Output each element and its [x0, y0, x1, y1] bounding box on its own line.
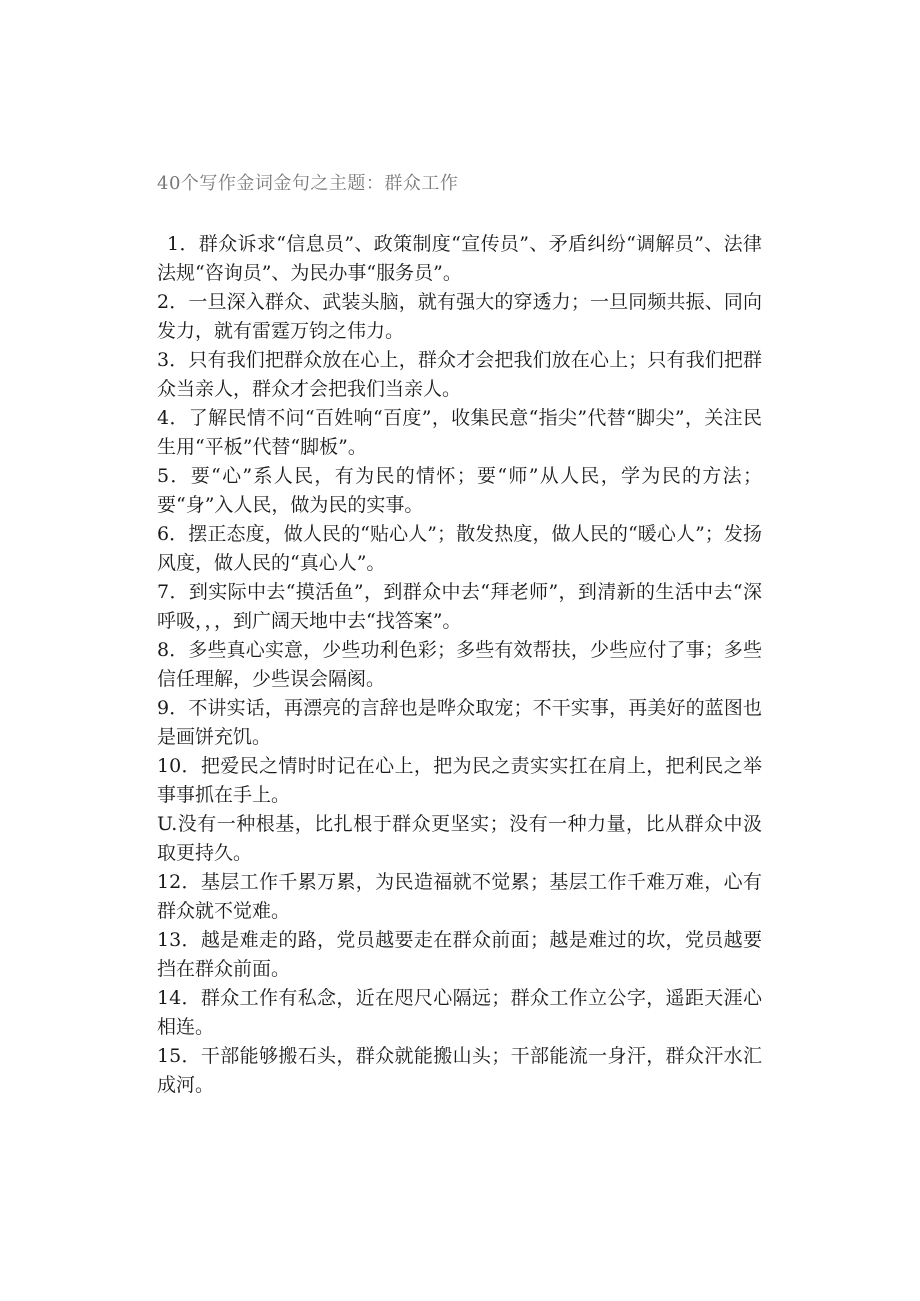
- quote-text: 2．一旦深入群众、武装头脑，就有强大的穿透力；一旦同频共振、同向发力，就有雷霆万钧之伟力。: [157, 291, 762, 342]
- quote-text: 10．把爱民之情时时记在心上，把为民之责实实扛在肩上，把利民之举事事抓在手上。: [157, 755, 762, 806]
- quote-item-13: [157, 926, 762, 984]
- quote-item-3: [157, 346, 762, 404]
- quote-text: 3．只有我们把群众放在心上，群众才会把我们放在心上；只有我们把群众当亲人，群众才会把我们当亲人。: [157, 349, 762, 400]
- quote-item-9: [157, 694, 762, 752]
- document-title: 40个写作金词金句之主题：群众工作: [157, 173, 459, 194]
- quote-text: 7．到实际中去“摸活鱼”，到群众中去“拜老师”，到清新的生活中去“深呼吸，，，到广阔天地中去“找答案”。: [157, 581, 762, 632]
- quote-item-1: [157, 230, 762, 288]
- quote-text: 5．要“心”系人民，有为民的情怀；要“师”从人民，学为民的方法；要“身”入人民，做为民的实事。: [157, 465, 762, 516]
- quote-item-15: [157, 1042, 762, 1100]
- quote-item-4: [157, 404, 762, 462]
- quote-item-12: [157, 868, 762, 926]
- quote-text: 6．摆正态度，做人民的“贴心人”；散发热度，做人民的“暖心人”；发扬风度，做人民的“真心人”。: [157, 523, 762, 574]
- quote-text: 9．不讲实话，再漂亮的言辞也是哗众取宠；不干实事，再美好的蓝图也是画饼充饥。: [157, 697, 762, 748]
- quote-item-5: [157, 462, 762, 520]
- quote-item-6: [157, 520, 762, 578]
- quote-list: [157, 230, 762, 1100]
- quote-text: U.没有一种根基，比扎根于群众更坚实；没有一种力量，比从群众中汲取更持久。: [157, 813, 762, 864]
- quote-text: 15．干部能够搬石头，群众就能搬山头；干部能流一身汗，群众汗水汇成河。: [157, 1045, 762, 1096]
- quote-item-7: [157, 578, 762, 636]
- quote-text: 12．基层工作千累万累，为民造福就不觉累；基层工作千难万难，心有群众就不觉难。: [157, 871, 762, 922]
- quote-text: 4．了解民情不问“百姓响“百度”，收集民意“指尖”代替“脚尖”，关注民生用“平板”代替“脚板”。: [157, 407, 762, 458]
- quote-text: 8．多些真心实意，少些功利色彩；多些有效帮扶，少些应付了事；多些信任理解，少些误会隔阂。: [157, 639, 762, 690]
- quote-text: 13．越是难走的路，党员越要走在群众前面；越是难过的坎，党员越要挡在群众前面。: [157, 929, 762, 980]
- quote-item-14: [157, 984, 762, 1042]
- quote-item-10: [157, 752, 762, 810]
- quote-item-2: [157, 288, 762, 346]
- quote-text: 1．群众诉求“信息员”、政策制度“宣传员”、矛盾纠纷“调解员”、法律法规“咨询员”、为民办事“服务员”。: [157, 233, 762, 284]
- quote-item-11: [157, 810, 762, 868]
- quote-text: 14．群众工作有私念，近在咫尺心隔远；群众工作立公字，遥距天涯心相连。: [157, 987, 762, 1038]
- quote-item-8: [157, 636, 762, 694]
